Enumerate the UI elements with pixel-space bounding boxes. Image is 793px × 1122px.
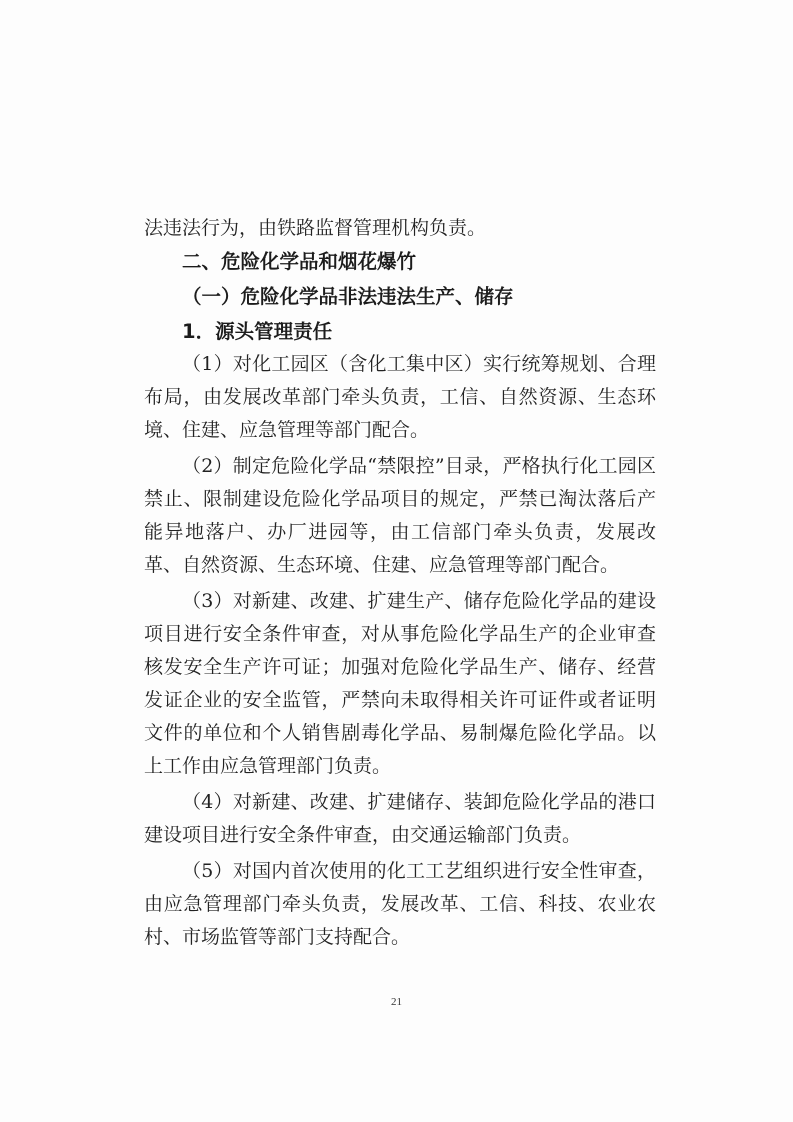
section-heading: 二、危险化学品和烟花爆竹	[182, 250, 417, 273]
paragraph-4: （4）对新建、改建、扩建储存、装卸危险化学品的港口建设项目进行安全条件审查，由交通运输部门负责。	[144, 791, 656, 846]
item-heading: 1．源头管理责任	[182, 320, 333, 343]
paragraph-1: （1）对化工园区（含化工集中区）实行统筹规划、合理布局，由发展改革部门牵头负责，工信、自然资源、生态环境、住建、应急管理等部门配合。	[144, 353, 656, 441]
paragraph-3: （3）对新建、改建、扩建生产、储存危险化学品的建设项目进行安全条件审查，对从事危险化学品生产的企业审查核发安全生产许可证；加强对危险化学品生产、储存、经营发证企业的安全监管，严禁向未取得相关许可证件或者证明文件的单位和个人销售剧毒化学品、易制爆危险化学品。以上工作由应急管理部门负责。	[144, 590, 656, 777]
page-body	[144, 212, 656, 954]
page-number: 21	[391, 996, 402, 1008]
subsection-heading: （一）危险化学品非法违法生产、储存	[182, 285, 514, 308]
paragraph-2: （2）制定危险化学品“禁限控”目录，严格执行化工园区禁止、限制建设危险化学品项目的规定，严禁已淘汰落后产能异地落户、办厂进园等，由工信部门牵头负责，发展改革、自然资源、生态环境、住建、应急管理等部门配合。	[144, 455, 656, 576]
continuation-text: 法违法行为，由铁路监督管理机构负责。	[144, 217, 487, 239]
paragraph-5: （5）对国内首次使用的化工工艺组织进行安全性审查，由应急管理部门牵头负责，发展改革、工信、科技、农业农村、市场监管等部门支持配合。	[144, 860, 656, 948]
